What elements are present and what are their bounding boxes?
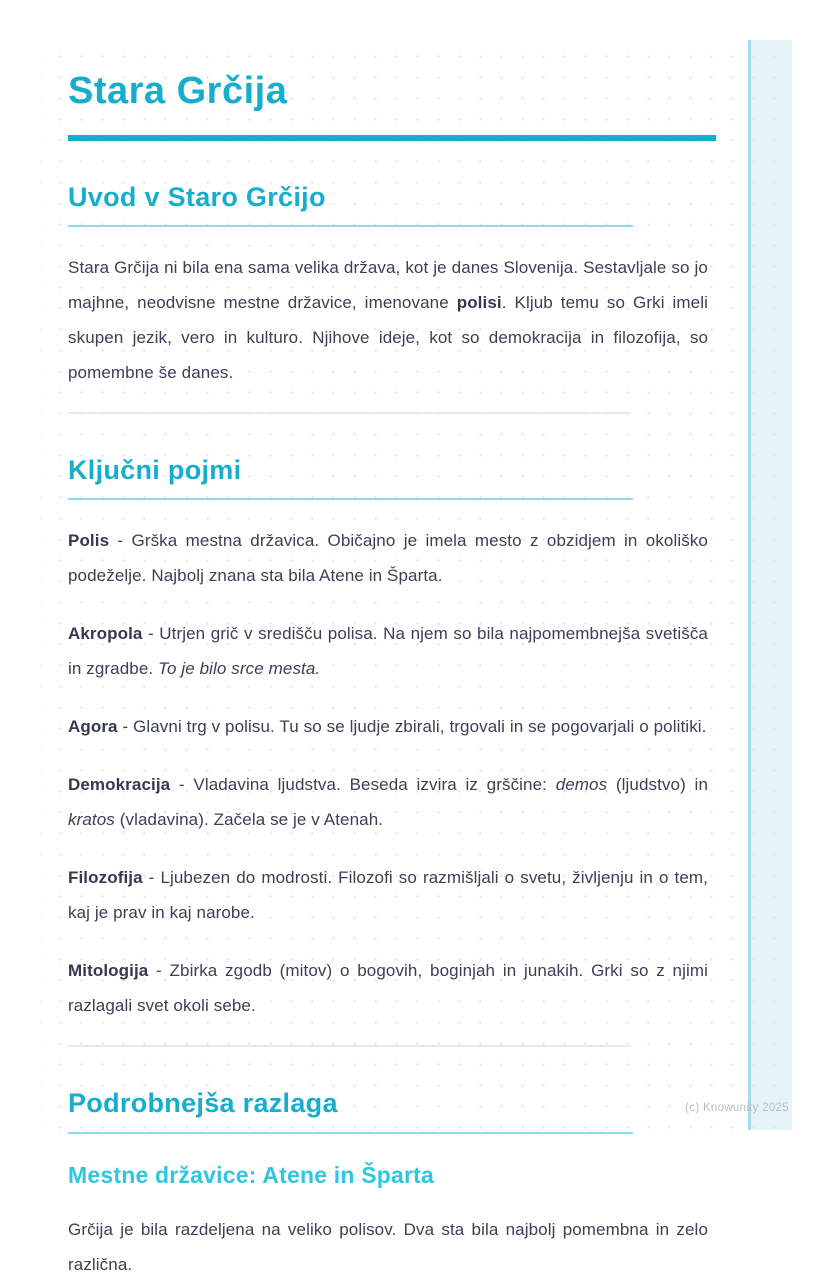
term-label: Polis	[68, 531, 110, 551]
term-separator: -	[109, 531, 132, 551]
intro-text: . Kljub temu so Grki imeli skupen jezik, vero in kulturo. Njihove ideje, kot so demokracija in filozofija, so pomembne še danes.	[68, 293, 708, 383]
copyright-note: (c) Knowunity 2025	[685, 1102, 789, 1114]
term-label: Mitologija	[68, 961, 149, 981]
detail-paragraph: Grčija je bila razdeljena na veliko polisov. Dva sta bila najbolj pomembna in zelo različna.	[68, 1220, 708, 1275]
term-separator: -	[142, 624, 160, 644]
term-definition: Utrjen grič v središču polisa. Na njem so bila najpomembnejša svetišča in zgradbe.	[68, 624, 708, 679]
term-separator: -	[170, 775, 194, 795]
term-label: Filozofija	[68, 868, 143, 888]
term-akropola	[68, 616, 708, 686]
subsection-heading-mestne-drzavice: Mestne državice: Atene in Šparta	[68, 1161, 434, 1188]
term-definition: Vladavina ljudstva. Beseda izvira iz grščine:	[193, 775, 556, 795]
term-definition: Zbirka zgodb (mitov) o bogovih, boginjah in junakih. Grki so z njimi razlagali svet okoli sebe.	[68, 961, 708, 1016]
term-filozofija	[68, 860, 708, 930]
document-page	[40, 40, 792, 1275]
term-agora	[68, 709, 708, 744]
section-heading-kljucni-pojmi: Ključni pojmi	[68, 455, 242, 486]
term-label: Akropola	[68, 624, 143, 644]
section-divider	[68, 1045, 631, 1047]
term-polis	[68, 523, 708, 593]
page-content	[40, 40, 792, 1282]
term-definition: (ljudstvo) in	[607, 775, 708, 795]
term-separator: -	[117, 717, 134, 737]
heading-underline	[68, 1132, 633, 1134]
page-title: Stara Grčija	[68, 70, 288, 112]
title-rule	[68, 135, 716, 141]
intro-text: Stara Grčija ni bila ena sama velika država, kot je danes Slovenija. Sestavljale so jo majhne, neodvisne mestne državice, imenovane	[68, 258, 708, 313]
section-divider	[68, 412, 631, 414]
term-separator: -	[148, 961, 170, 981]
intro-bold-term: polisi	[456, 293, 502, 313]
term-definition: Glavni trg v polisu. Tu so se ljudje zbirali, trgovali in se pogovarjali o politiki.	[133, 717, 707, 737]
term-mitologija	[68, 953, 708, 1023]
intro-paragraph	[68, 250, 708, 390]
term-definition: Ljubezen do modrosti. Filozofi so razmišljali o svetu, življenju in o tem, kaj je prav in kaj narobe.	[68, 868, 708, 923]
term-separator: -	[142, 868, 161, 888]
term-label: Demokracija	[68, 775, 171, 795]
term-demokracija	[68, 767, 708, 837]
section-heading-podrobnejsa: Podrobnejša razlaga	[68, 1088, 338, 1119]
section-heading-uvod: Uvod v Staro Grčijo	[68, 181, 326, 212]
term-label: Agora	[68, 717, 118, 737]
term-definition: Grška mestna državica. Običajno je imela mesto z obzidjem in okoliško podeželje. Najbolj znana sta bila Atene in Šparta.	[68, 531, 708, 586]
heading-underline	[68, 225, 633, 227]
term-definition: (vladavina). Začela se je v Atenah.	[114, 810, 384, 830]
term-definition-italic: demos	[555, 775, 608, 795]
heading-underline	[68, 498, 633, 500]
term-definition-italic: kratos	[68, 810, 115, 830]
term-definition-italic: To je bilo srce mesta.	[158, 659, 321, 679]
